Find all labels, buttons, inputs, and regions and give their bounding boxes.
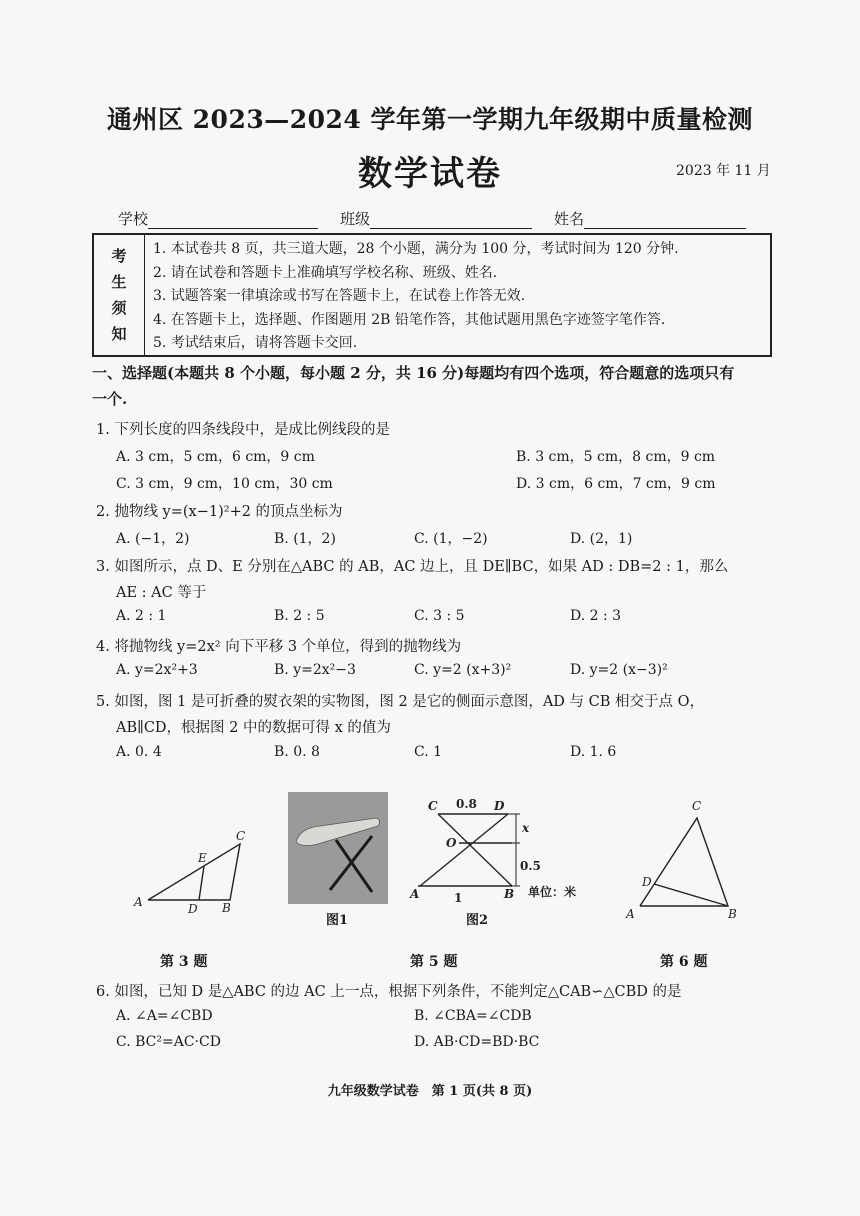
- q2-option-d: D. (2，1): [570, 531, 633, 547]
- q3-figure-caption: 第 3 题: [160, 954, 208, 970]
- q3-label-d: D: [188, 902, 198, 916]
- q3-label-c: C: [236, 829, 246, 843]
- q5-label-a: A: [410, 887, 420, 901]
- q6-figure-caption: 第 6 题: [660, 954, 708, 970]
- q3-triangle-abc: [148, 844, 240, 900]
- q6-label-a: A: [626, 907, 635, 921]
- notice-item: 4. 在答题卡上，选择题、作图题用 2B 铅笔作答，其他试题用黑色字迹签字笔作答.: [153, 311, 666, 328]
- figure-q5-diagram: [418, 814, 520, 886]
- q1-option-a: A. 3 cm，5 cm，6 cm，9 cm: [116, 449, 315, 465]
- q1-option-c: C. 3 cm，9 cm，10 cm，30 cm: [116, 476, 333, 492]
- q5-option-c: C. 1: [414, 744, 443, 760]
- q5-label-top-length: 0.8: [456, 797, 477, 811]
- q4-option-a: A. y=2x²+3: [116, 662, 198, 678]
- notice-side-label: 考 生 须 知: [94, 235, 145, 355]
- q4-option-c: C. y=2 (x+3)²: [414, 662, 512, 678]
- q6-option-a: A. ∠A=∠CBD: [116, 1008, 213, 1024]
- q6-label-b: B: [728, 907, 737, 921]
- q5-label-b: B: [504, 887, 515, 901]
- q2-option-c: C. (1，−2): [414, 531, 488, 547]
- question-2-stem: 2. 抛物线 y=(x−1)²+2 的顶点坐标为: [96, 504, 343, 520]
- q5-option-a: A. 0. 4: [116, 744, 162, 760]
- q3-option-c: C. 3 : 5: [414, 608, 465, 624]
- candidate-notice-box: [92, 233, 772, 357]
- q3-option-a: A. 2 : 1: [116, 608, 167, 624]
- school-field[interactable]: [148, 212, 318, 229]
- exam-title: 通州区 2023—2024 学年第一学期九年级期中质量检测: [106, 105, 754, 134]
- class-field[interactable]: [370, 212, 532, 229]
- q3-label-b: B: [222, 901, 231, 915]
- q4-option-b: B. y=2x²−3: [274, 662, 356, 678]
- q6-label-c: C: [692, 799, 702, 813]
- figure-q3-triangle: [148, 844, 240, 900]
- q5-label-base-length: 1: [454, 891, 463, 905]
- question-4-stem: 4. 将抛物线 y=2x² 向下平移 3 个单位，得到的抛物线为: [96, 639, 462, 655]
- section-heading: 一、选择题(本题共 8 个小题，每小题 2 分，共 16 分)每题均有四个选项，符合题意的选项只有 一个.: [92, 364, 735, 408]
- q6-option-c: C. BC²=AC·CD: [116, 1034, 221, 1050]
- q3-option-d: D. 2 : 3: [570, 608, 622, 624]
- q3-label-a: A: [134, 895, 143, 909]
- q6-option-d: D. AB·CD=BD·BC: [414, 1034, 540, 1050]
- exam-date: 2023 年 11 月: [676, 163, 771, 179]
- notice-item: 5. 考试结束后，请将答题卡交回.: [153, 335, 358, 351]
- q5-label-o: O: [446, 836, 457, 850]
- question-5-stem-line2: AB∥CD，根据图 2 中的数据可得 x 的值为: [116, 720, 391, 736]
- question-6-stem: 6. 如图，已知 D 是△ABC 的边 AC 上一点，根据下列条件，不能判定△CAB∽△CBD 的是: [96, 984, 682, 1000]
- q5-label-x: x: [522, 821, 530, 835]
- question-3-stem-line2: AE : AC 等于: [116, 585, 207, 601]
- q5-photo-caption: 图1: [326, 913, 349, 928]
- q5-option-d: D. 1. 6: [570, 744, 617, 760]
- q4-option-d: D. y=2 (x−3)²: [570, 662, 668, 678]
- q3-segment-de: [199, 866, 204, 900]
- figure-q6-triangle: [640, 818, 728, 906]
- q5-label-c: C: [428, 799, 438, 813]
- question-1-stem: 1. 下列长度的四条线段中，是成比例线段的是: [96, 422, 390, 438]
- school-label: 学校: [118, 210, 149, 228]
- q1-option-b: B. 3 cm，5 cm，8 cm，9 cm: [516, 449, 716, 465]
- q2-option-b: B. (1，2): [274, 531, 336, 547]
- question-5-stem-line1: 5. 如图，图 1 是可折叠的熨衣架的实物图，图 2 是它的侧面示意图，AD 与 CB 相交于点 O，: [96, 694, 704, 710]
- q3-label-e: E: [198, 851, 207, 865]
- q6-option-b: B. ∠CBA=∠CDB: [414, 1008, 532, 1024]
- notice-item: 2. 请在试卷和答题卡上准确填写学校名称、班级、姓名.: [153, 264, 498, 281]
- q2-option-a: A. (−1，2): [116, 531, 190, 547]
- name-field[interactable]: [584, 212, 746, 229]
- notice-item: 3. 试题答案一律填涂或书写在答题卡上，在试卷上作答无效.: [153, 288, 526, 304]
- page-footer: 九年级数学试卷 第 1 页(共 8 页): [327, 1084, 533, 1099]
- q3-option-b: B. 2 : 5: [274, 608, 325, 624]
- question-3-stem-line1: 3. 如图所示，点 D、E 分别在△ABC 的 AB，AC 边上，且 DE∥BC，如果 AD : DB=2 : 1，那么: [96, 559, 729, 575]
- q6-label-d: D: [642, 875, 652, 889]
- student-info-row: [118, 208, 768, 229]
- q5-label-lower-length: 0.5: [520, 859, 541, 873]
- q5-figure-caption: 第 5 题: [410, 954, 458, 970]
- notice-items: [145, 235, 770, 355]
- notice-item: 1. 本试卷共 8 页，共三道大题，28 个小题，满分为 100 分，考试时间为 120 分钟.: [153, 241, 679, 257]
- name-label: 姓名: [554, 210, 585, 228]
- q1-option-d: D. 3 cm，6 cm，7 cm，9 cm: [516, 476, 716, 492]
- q5-label-d: D: [494, 799, 505, 813]
- figures-strip: [0, 780, 860, 980]
- figure-q5-photo: [288, 792, 388, 904]
- exam-subtitle: 数学试卷: [358, 154, 502, 194]
- q5-diagram-caption: 图2: [466, 913, 489, 928]
- q5-option-b: B. 0. 8: [274, 744, 320, 760]
- class-label: 班级: [340, 210, 371, 228]
- q5-unit-label: 单位：米: [528, 885, 577, 899]
